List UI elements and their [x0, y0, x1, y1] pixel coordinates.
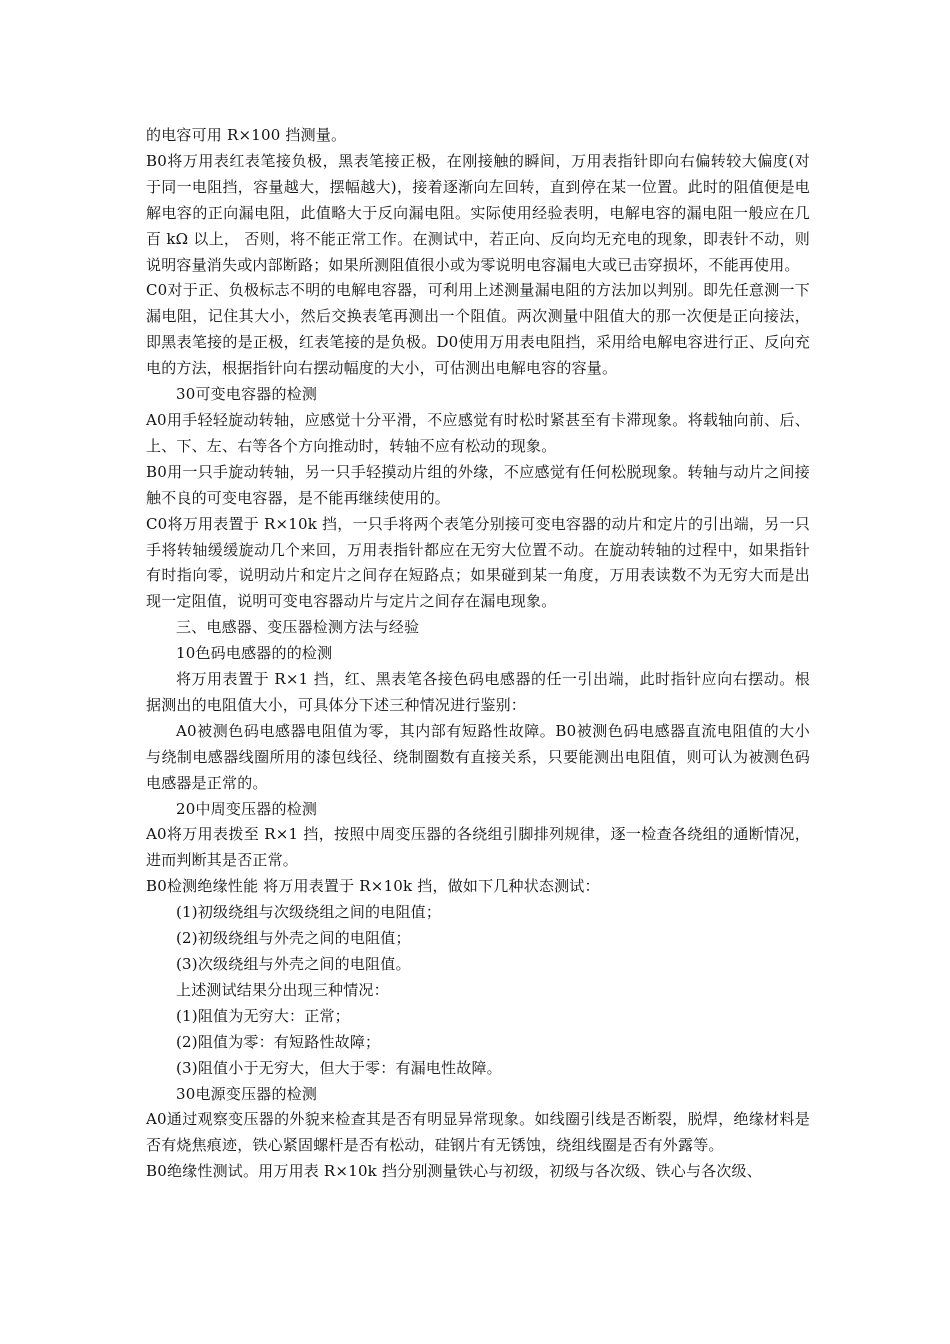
paragraph-polarity-identification: C0对于正、负极标志不明的电解电容器，可利用上述测量漏电阻的方法加以判别。即先任意测一下漏电阻，记住其大小，然后交换表笔再测出一个阻值。两次测量中阻值大的那一次便是正向接法，即黑表笔接的是正极，红表笔接的是负极。D0使用万用表电阻挡，采用给电解电容进行正、反向充电的方法，根据指针向右摆动幅度的大小，可估测出电解电容的容量。 [146, 281, 810, 378]
heading-inductor-transformer-section: 三、电感器、变压器检测方法与经验 [176, 618, 420, 637]
paragraph-leakage-resistance-test: B0将万用表红表笔接负极，黑表笔接正极，在刚接触的瞬间，万用表指针即向右偏转较大偏度(对于同一电阻挡，容量越大，摆幅越大)，接着逐渐向左回转，直到停在某一位置。此时的阻值便是电解电容的正向漏电阻，此值略大于反向漏电阻。实际使用经验表明，电解电容的漏电阻一般应在几百 kΩ 以上， 否则，将不能正常工作。在测试中，若正向、反向均无充电的现象，即表针不动，则说明容量消失或内部断路；如果所测阻值很小或为零说明电容漏电大或已击穿损坏，不能再使用。 [146, 151, 810, 274]
document-body [146, 123, 810, 1185]
list-item-result-2: (2)阻值为零：有短路性故障； [176, 1032, 381, 1051]
paragraph-results-intro: 上述测试结果分出现三种情况： [176, 980, 389, 999]
heading-variable-capacitor: 30可变电容器的检测 [176, 385, 318, 404]
paragraph-if-transformer-a: A0将万用表拨至 R×1 挡，按照中周变压器的各绕组引脚排列规律，逐一检查各绕组的通断情况，进而判断其是否正常。 [146, 825, 810, 870]
paragraph-variable-capacitor-c: C0将万用表置于 R×10k 挡，一只手将两个表笔分别接可变电容器的动片和定片的引出端，另一只手将转轴缓缓旋动几个来回，万用表指针都应在无穷大位置不动。在旋动转轴的过程中，如果指针有时指向零，说明动片和定片之间存在短路点；如果碰到某一角度，万用表读数不为无穷大而是出现一定阻值，说明可变电容器动片与定片之间存在漏电现象。 [146, 514, 810, 611]
list-item-test-3: (3)次级绕组与外壳之间的电阻值。 [176, 955, 411, 973]
paragraph-power-transformer-b: B0绝缘性测试。用万用表 R×10k 挡分别测量铁心与初级，初级与各次级、铁心与各次级、 [146, 1162, 762, 1181]
list-item-test-1: (1)初级绕组与次级绕组之间的电阻值； [176, 903, 442, 922]
heading-color-code-inductor: 10色码电感器的的检测 [176, 644, 333, 663]
paragraph-inductor-procedure: 将万用表置于 R×1 挡，红、黑表笔各接色码电感器的任一引出端，此时指针应向右摆动。根据测出的电阻值大小，可具体分下述三种情况进行鉴别： [146, 670, 810, 714]
heading-power-transformer: 30电源变压器的检测 [176, 1084, 318, 1103]
paragraph-if-transformer-b: B0检测绝缘性能 将万用表置于 R×10k 挡，做如下几种状态测试： [146, 877, 600, 896]
list-item-result-1: (1)阻值为无穷大：正常； [176, 1006, 350, 1025]
paragraph-capacitor-range-note: 的电容可用 R×100 挡测量。 [146, 126, 347, 144]
list-item-result-3: (3)阻值小于无穷大，但大于零：有漏电性故障。 [176, 1058, 502, 1077]
paragraph-variable-capacitor-a: A0用手轻轻旋动转轴，应感觉十分平滑，不应感觉有时松时紧甚至有卡滞现象。将载轴向前、后、上、下、左、右等各个方向推动时，转轴不应有松动的现象。 [146, 410, 810, 455]
paragraph-inductor-results: A0被测色码电感器电阻值为零，其内部有短路性故障。B0被测色码电感器直流电阻值的大小与绕制电感器线圈所用的漆包线径、绕制圈数有直接关系，只要能测出电阻值，则可认为被测色码电感器是正常的。 [146, 721, 810, 792]
paragraph-variable-capacitor-b: B0用一只手旋动转轴，另一只手轻摸动片组的外缘，不应感觉有任何松脱现象。转轴与动片之间接触不良的可变电容器，是不能再继续使用的。 [146, 462, 810, 507]
heading-if-transformer: 20中周变压器的检测 [176, 799, 318, 818]
list-item-test-2: (2)初级绕组与外壳之间的电阻值； [176, 929, 411, 948]
paragraph-power-transformer-a: A0通过观察变压器的外貌来检查其是否有明显异常现象。如线圈引线是否断裂，脱焊，绝缘材料是否有烧焦痕迹，铁心紧固螺杆是否有松动，硅钢片有无锈蚀，绕组线圈是否有外露等。 [146, 1110, 810, 1155]
